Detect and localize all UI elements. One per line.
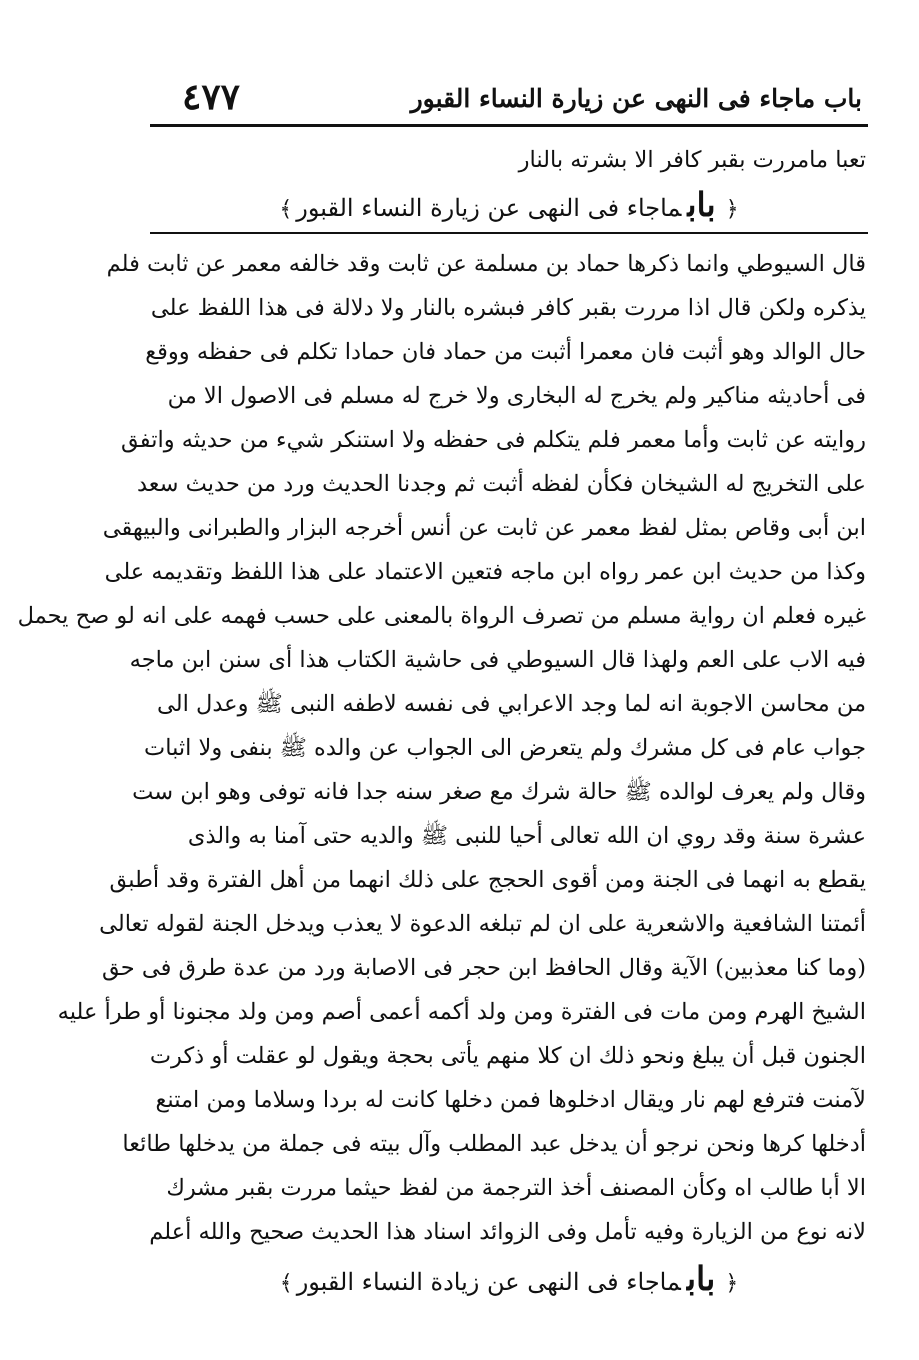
body-line: فيه الاب على العم ولهذا قال السيوطي فى حاشية الكتاب هذا أى سنن ابن ماجه xyxy=(129,647,866,673)
body-line: جواب عام فى كل مشرك ولم يتعرض الى الجواب عن والده ﷺ بنفى ولا اثبات xyxy=(144,735,866,761)
chapter-title: ماجاء فى النهى عن زيارة النساء القبور xyxy=(296,194,682,222)
top-line: تعبا مامررت بقبر كافر الا بشرته بالنار xyxy=(518,147,866,173)
next-chapter-bab-word: باب xyxy=(686,1259,716,1298)
body-line: روايته عن ثابت وأما معمر فلم يتكلم فى حفظه ولا استنكر شيء من حديثه واتفق xyxy=(121,427,866,453)
body-line: لانه نوع من الزيارة وفيه تأمل وفى الزوائد اسناد هذا الحديث صحيح والله أعلم xyxy=(149,1219,866,1245)
body-line: يذكره ولكن قال اذا مررت بقبر كافر فبشره بالنار ولا دلالة فى هذا اللفظ على xyxy=(150,295,866,321)
body-line: الا أبا طالب اه وكأن المصنف أخذ الترجمة من لفظ حيثما مررت بقبر مشرك xyxy=(166,1175,866,1201)
running-title: باب ماجاء فى النهى عن زيارة النساء القبور xyxy=(410,84,862,113)
chapter-heading xyxy=(150,186,868,226)
ornament-close-icon: ﴾ xyxy=(279,197,293,222)
page-number: ٤٧٧ xyxy=(182,76,241,118)
body-line: قال السيوطي وانما ذكرها حماد بن مسلمة عن ثابت وقد خالفه معمر عن ثابت فلم xyxy=(106,251,866,277)
body-line: ابن أبى وقاص بمثل لفظ معمر عن ثابت عن أنس أخرجه البزار والطبرانى والبيهقى xyxy=(102,515,866,541)
header-rule xyxy=(150,124,868,127)
body-line: لآمنت فترفع لهم نار ويقال ادخلوها فمن دخلها كانت له بردا وسلاما ومن امتنع xyxy=(155,1087,866,1113)
next-chapter-title: ماجاء فى النهى عن زيادة النساء القبور xyxy=(296,1268,681,1296)
body-line: (وما كنا معذبين) الآية وقال الحافظ ابن حجر فى الاصابة ورد من عدة طرق فى حق xyxy=(102,955,866,981)
body-line: وكذا من حديث ابن عمر رواه ابن ماجه فتعين الاعتماد على هذا اللفظ وتقديمه على xyxy=(104,559,866,585)
ornament-open-icon: ﴿ xyxy=(725,1271,739,1296)
running-header xyxy=(150,76,862,120)
body-line: عشرة سنة وقد روي ان الله تعالى أحيا للنبى ﷺ والديه حتى آمنا به والذى xyxy=(187,823,866,849)
next-chapter-heading xyxy=(150,1260,868,1300)
body-line: حال الوالد وهو أثبت فان معمرا أثبت من حماد فان حمادا تكلم فى حفظه ووقع xyxy=(145,339,866,365)
chapter-bab-word: باب xyxy=(687,185,716,224)
ornament-open-icon: ﴿ xyxy=(725,197,739,222)
body-line: الشيخ الهرم ومن مات فى الفترة ومن ولد أكمه أعمى أصم ومن ولد مجنونا أو طرأ عليه xyxy=(57,999,866,1025)
body-line: فى أحاديثه مناكير ولم يخرج له البخارى ولا خرج له مسلم فى الاصول الا من xyxy=(167,383,866,409)
body-line: أئمتنا الشافعية والاشعرية على ان لم تبلغه الدعوة لا يعذب ويدخل الجنة لقوله تعالى xyxy=(99,911,866,937)
ornament-close-icon: ﴾ xyxy=(279,1271,293,1296)
body-line: يقطع به انهما فى الجنة ومن أقوى الحجج على ذلك انهما من أهل الفترة وقد أطبق xyxy=(109,867,866,893)
body-line: الجنون قبل أن يبلغ ونحو ذلك ان كلا منهم يأتى بحجة ويقول لو عقلت أو ذكرت xyxy=(149,1043,866,1069)
chapter-rule xyxy=(150,232,868,234)
body-line: على التخريج له الشيخان فكأن لفظه أثبت ثم وجدنا الحديث ورد من حديث سعد xyxy=(137,471,866,497)
body-line: غيره فعلم ان رواية مسلم من تصرف الرواة بالمعنى على حسب فهمه على انه لو صح يحمل xyxy=(17,603,866,629)
body-line: أدخلها كرها ونحن نرجو أن يدخل عبد المطلب وآل بيته فى جملة من يدخلها طائعا xyxy=(122,1131,866,1157)
body-line: من محاسن الاجوبة انه لما وجد الاعرابي فى نفسه لاطفه النبى ﷺ وعدل الى xyxy=(157,691,866,717)
body-line: وقال ولم يعرف لوالده ﷺ حالة شرك مع صغر سنه جدا فانه توفى وهو ابن ست xyxy=(132,779,866,805)
